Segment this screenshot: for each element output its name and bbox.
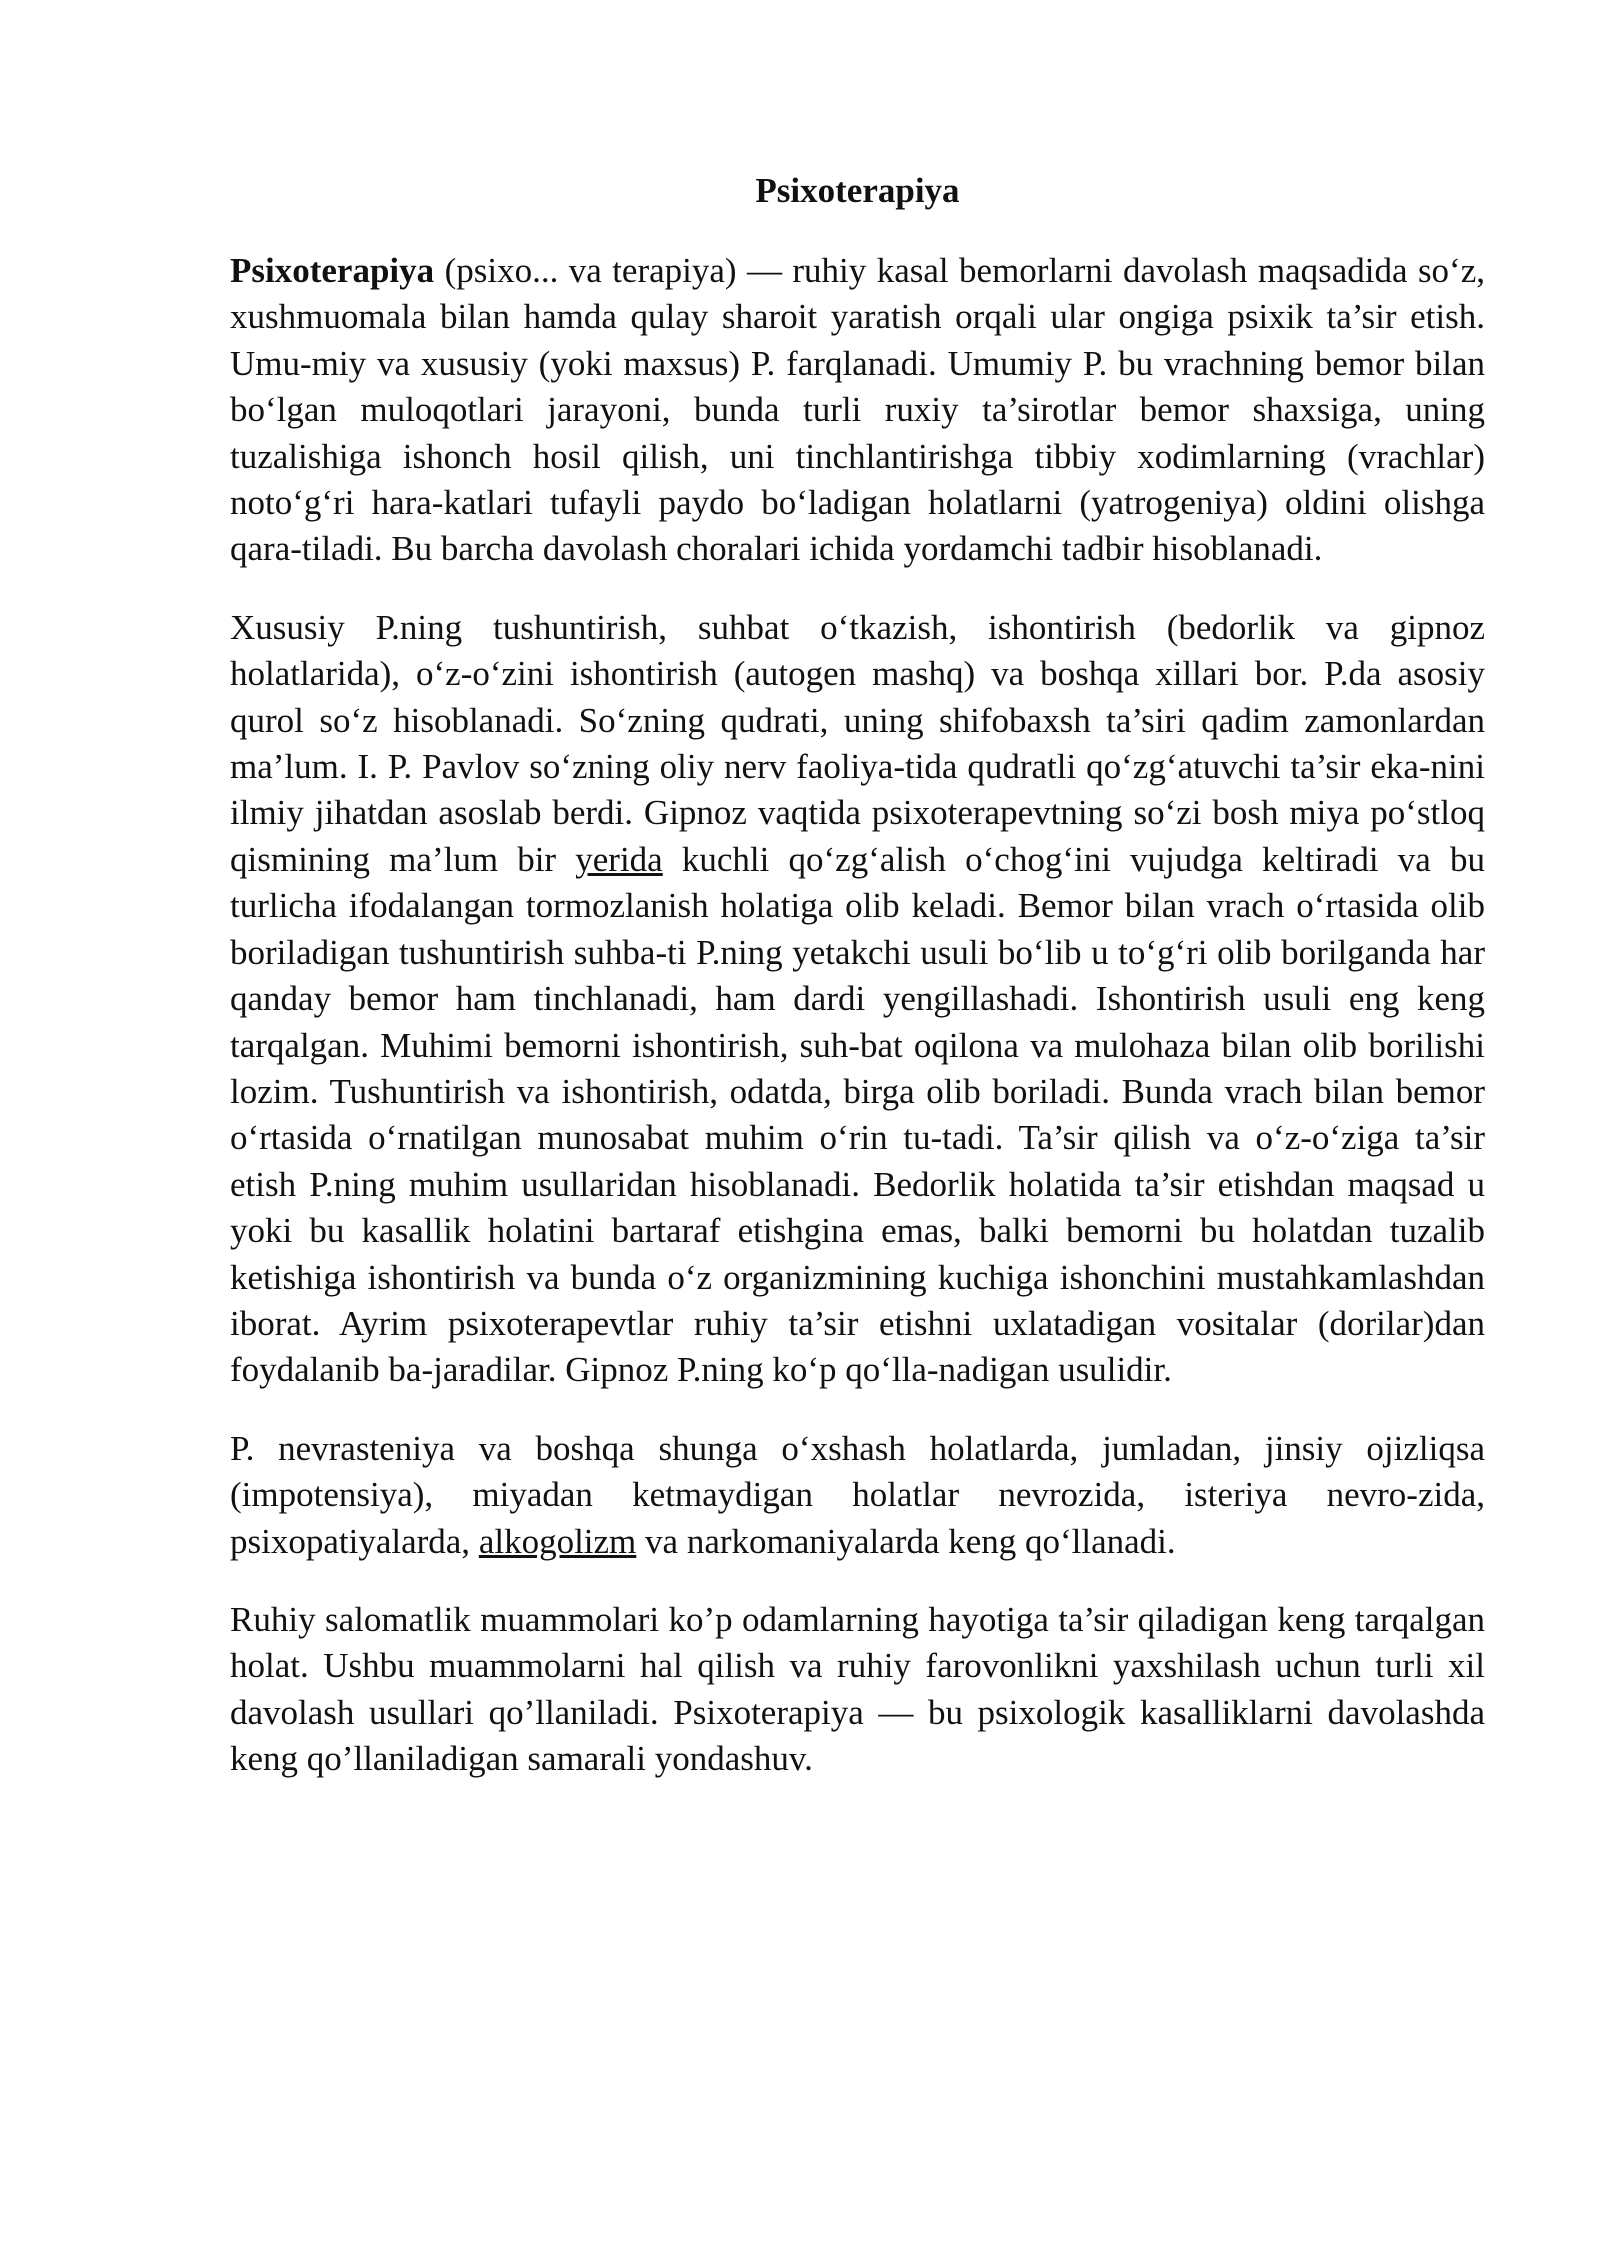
paragraph-text-before: Xususiy P.ning tushuntirish, suhbat o‘tkazish, ishontirish (bedorlik va gipnoz holatlarida), o‘z-o‘zini ishontirish (autogen mashq) va boshqa xillari bor. P.da asosiy qurol so‘z hisoblanadi. So‘zning qudrati, uning shifobaxsh ta’siri qadim zamonlardan ma’lum. I. P. Pavlov so‘zning oliy nerv faoliya-tida qudratli qo‘zg‘atuvchi ta’sir eka-nini ilmiy jihatdan asoslab berdi. Gipnoz vaqtida psixoterapevtning so‘zi bosh miya po‘stloq qismining ma’lum bir (230, 607, 1485, 879)
paragraph-definition (230, 248, 1485, 573)
paragraph-text: (psixo... va terapiya) — ruhiy kasal bemorlarni davolash maqsadida so‘z, xushmuomala bilan hamda qulay sharoit yaratish orqali ular ongiga psixik ta’sir etish. Umu-miy va xususiy (yoki maxsus) P. farqlanadi. Umumiy P. bu vrachning bemor bilan bo‘lgan muloqotlari jarayoni, bunda turli ruxiy ta’sirotlar bemor shaxsiga, uning tuzalishiga ishonch hosil qilish, uni tinchlantirishga tibbiy xodimlarning (vrachlar) noto‘g‘ri hara-katlari tufayli paydo bo‘ladigan holatlarni (yatrogeniya) oldini olishga qara-tiladi. Bu barcha davolash choralari ichida yordamchi tadbir hisoblanadi. (230, 251, 1485, 569)
lead-term: Psixoterapiya (230, 251, 435, 290)
paragraph-applications (230, 1426, 1485, 1565)
paragraph-text-after: va narkomaniyalarda keng qo‘llanadi. (636, 1521, 1176, 1561)
document-body (230, 168, 1485, 1815)
link-yerida[interactable]: yerida (575, 839, 663, 879)
paragraph-special-psychotherapy (230, 605, 1485, 1394)
document-title: Psixoterapiya (755, 171, 960, 210)
paragraph-text-after: kuchli qo‘zg‘alish o‘chog‘ini vujudga keltiradi va bu turlicha ifodalangan tormozlanish holatiga olib keladi. Bemor bilan vrach o‘rtasida olib boriladigan tushuntirish suhba-ti P.ning yetakchi usuli bo‘lib u to‘g‘ri olib borilganda har qanday bemor ham tinchlanadi, ham dardi yengillashadi. Ishontirish usuli eng keng tarqalgan. Muhimi bemorni ishontirish, suh-bat oqilona va mulohaza bilan olib borilishi lozim. Tushuntirish va ishontirish, odatda, birga olib boriladi. Bunda vrach bilan bemor o‘rtasida o‘rnatilgan munosabat muhim o‘rin tu-tadi. Ta’sir qilish va o‘z-o‘ziga ta’sir etish P.ning muhim usullaridan hisoblanadi. Bedorlik holatida ta’sir etishdan maqsad u yoki bu kasallik holatini bartaraf etishgina emas, balki bemorni bu holatdan tuzalib ketishiga ishontirish va bunda o‘z organizmining kuchiga ishonchini mustahkamlashdan iborat. Ayrim psixoterapevtlar ruhiy ta’sir etishni uxlatadigan vositalar (dorilar)dan foydalanib ba-jaradilar. Gipnoz P.ning ko‘p qo‘lla-nadigan usulidir. (230, 839, 1486, 1390)
paragraph-text-before: P. nevrasteniya va boshqa shunga o‘xshash holatlarda, jumladan, jinsiy ojizliqsa (impotensiya), miyadan ketmaydigan holatlar nevrozida, isteriya nevro-zida, psixopatiyalarda, (230, 1428, 1485, 1561)
paragraph-mental-health: Ruhiy salomatlik muammolari ko’p odamlarning hayotiga ta’sir qiladigan keng tarqalgan holat. Ushbu muammolarni hal qilish va ruhiy farovonlikni yaxshilash uchun turli xil davolash usullari qo’llaniladi. Psixoterapiya — bu psixologik kasalliklarni davolashda keng qo’llaniladigan samarali yondashuv. (230, 1599, 1485, 1779)
link-alkogolizm[interactable]: alkogolizm (478, 1521, 637, 1561)
